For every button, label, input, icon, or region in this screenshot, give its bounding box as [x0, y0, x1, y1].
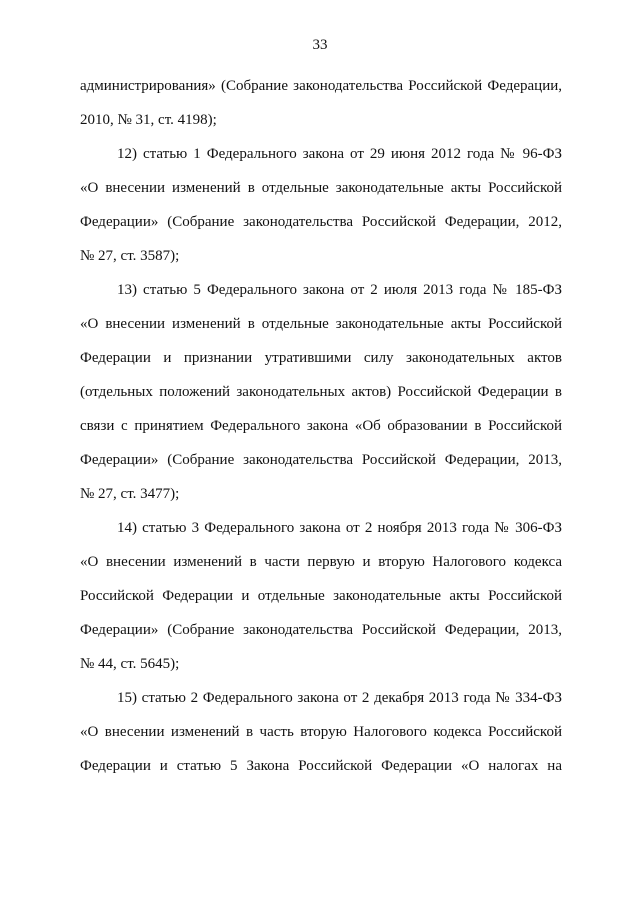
text-line: «О внесении изменений в части первую и вторую Налогового кодекса	[80, 554, 562, 570]
text-line: связи с принятием Федерального закона «Об образовании в Российской	[80, 418, 562, 434]
text-line: Федерации и признании утратившими силу законодательных актов	[80, 350, 562, 366]
text-line: Федерации» (Собрание законодательства Российской Федерации, 2013,	[80, 452, 562, 468]
text-line: 15) статью 2 Федерального закона от 2 декабря 2013 года № 334-ФЗ	[117, 690, 562, 706]
paragraph-continuation	[80, 69, 562, 137]
document-body	[80, 69, 562, 783]
text-line: 12) статью 1 Федерального закона от 29 июня 2012 года № 96-ФЗ	[117, 146, 562, 162]
text-line: Федерации» (Собрание законодательства Российской Федерации, 2013,	[80, 622, 562, 638]
text-line: № 27, ст. 3477);	[80, 486, 180, 502]
text-line: № 44, ст. 5645);	[80, 656, 180, 672]
text-line: «О внесении изменений в часть вторую Налогового кодекса Российской	[80, 724, 562, 740]
text-line: Российской Федерации и отдельные законодательные акты Российской	[80, 588, 562, 604]
text-line: Федерации и статью 5 Закона Российской Федерации «О налогах на	[80, 758, 562, 774]
text-line: Федерации» (Собрание законодательства Российской Федерации, 2012,	[80, 214, 562, 230]
text-line: (отдельных положений законодательных актов) Российской Федерации в	[80, 384, 562, 400]
text-line: № 27, ст. 3587);	[80, 248, 180, 264]
text-line: «О внесении изменений в отдельные законодательные акты Российской	[80, 180, 562, 196]
paragraph-item-13	[80, 273, 562, 511]
text-line: 13) статью 5 Федерального закона от 2 июля 2013 года № 185-ФЗ	[117, 282, 562, 298]
text-line: «О внесении изменений в отдельные законодательные акты Российской	[80, 316, 562, 332]
text-line: администрирования» (Собрание законодательства Российской Федерации,	[80, 78, 562, 94]
paragraph-item-12	[80, 137, 562, 273]
page-number: 33	[312, 37, 328, 53]
paragraph-item-15	[80, 681, 562, 783]
paragraph-item-14	[80, 511, 562, 681]
text-line: 2010, № 31, ст. 4198);	[80, 112, 217, 128]
text-line: 14) статью 3 Федерального закона от 2 ноября 2013 года № 306-ФЗ	[117, 520, 562, 536]
